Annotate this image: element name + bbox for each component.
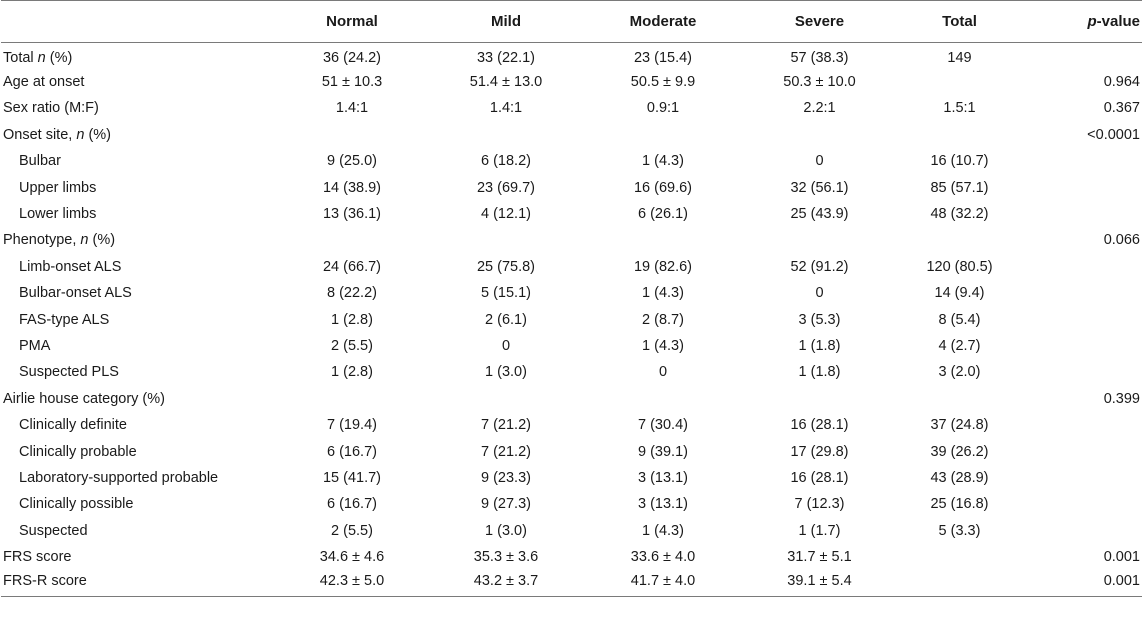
row-label-text: Laboratory-supported probable bbox=[19, 469, 219, 486]
cell-severe bbox=[749, 227, 890, 253]
cell-severe: 57 (38.3) bbox=[790, 49, 849, 66]
cell-severe: 1 (1.8) bbox=[798, 337, 841, 354]
row-label bbox=[1, 43, 269, 69]
cell-severe: 31.7 ± 5.1 bbox=[787, 549, 852, 566]
cell-severe: 16 (28.1) bbox=[790, 469, 849, 486]
row-label-text: Bulbar-onset ALS bbox=[19, 285, 132, 302]
cell-normal: 6 (16.7) bbox=[327, 443, 377, 460]
cell-mild: 7 (21.2) bbox=[481, 443, 531, 460]
cell-mild: 1 (3.0) bbox=[485, 364, 527, 381]
cell-mild: 51.4 ± 13.0 bbox=[469, 74, 543, 91]
row-label-text: Clinically definite bbox=[19, 417, 127, 434]
cell-moderate: 41.7 ± 4.0 bbox=[577, 570, 749, 596]
table-row bbox=[1, 359, 1142, 385]
cell-normal: 1 (2.8) bbox=[331, 364, 373, 381]
cell-total bbox=[890, 386, 1029, 412]
cell-normal bbox=[269, 386, 435, 412]
row-label-text: FAS-type ALS bbox=[19, 311, 110, 328]
cell-severe: 0 bbox=[815, 153, 824, 170]
cell-p-value bbox=[1029, 254, 1142, 280]
table-row bbox=[1, 544, 1142, 570]
row-label-text: Airlie house category (%) bbox=[3, 390, 165, 407]
row-label bbox=[1, 69, 269, 95]
cell-normal: 8 (22.2) bbox=[327, 285, 377, 302]
cell-severe: 52 (91.2) bbox=[790, 258, 849, 275]
cell-mild: 25 (75.8) bbox=[476, 258, 536, 275]
row-label-text: FRS-R score bbox=[3, 573, 87, 590]
cell-mild: 6 (18.2) bbox=[481, 153, 531, 170]
cell-moderate bbox=[577, 122, 749, 148]
row-label-text: PMA bbox=[19, 337, 51, 354]
cell-total: 16 (10.7) bbox=[930, 153, 989, 170]
cell-total: 4 (2.7) bbox=[938, 337, 981, 354]
row-label bbox=[1, 280, 269, 306]
cell-severe: 3 (5.3) bbox=[798, 311, 841, 328]
cell-severe bbox=[749, 386, 890, 412]
table-header bbox=[1, 1, 1142, 43]
header-moderate: Moderate bbox=[577, 1, 749, 43]
table-row bbox=[1, 69, 1142, 95]
header-severe: Severe bbox=[749, 1, 890, 43]
cell-p-value: <0.0001 bbox=[1087, 126, 1140, 143]
row-label bbox=[1, 254, 269, 280]
row-label bbox=[1, 570, 269, 596]
cell-p-value: 0.399 bbox=[1103, 390, 1140, 407]
cell-moderate: 23 (15.4) bbox=[633, 49, 693, 66]
cell-mild: 4 (12.1) bbox=[481, 206, 531, 223]
table-row bbox=[1, 465, 1142, 491]
table-row bbox=[1, 95, 1142, 121]
cell-normal: 1.4:1 bbox=[335, 100, 369, 117]
row-label bbox=[1, 518, 269, 544]
cell-normal: 13 (36.1) bbox=[322, 206, 382, 223]
cell-mild bbox=[435, 227, 577, 253]
cell-moderate: 16 (69.6) bbox=[633, 179, 693, 196]
cell-total bbox=[890, 227, 1029, 253]
cell-moderate: 3 (13.1) bbox=[638, 496, 688, 513]
cell-severe: 50.3 ± 10.0 bbox=[783, 74, 856, 91]
cell-severe: 1 (1.8) bbox=[798, 364, 841, 381]
cell-normal bbox=[269, 227, 435, 253]
cell-normal: 24 (66.7) bbox=[322, 258, 382, 275]
cell-moderate: 1 (4.3) bbox=[642, 337, 684, 354]
cell-p-value bbox=[1029, 201, 1142, 227]
row-label-text: Total bbox=[3, 49, 38, 66]
row-label-text: Suspected PLS bbox=[19, 364, 119, 381]
cell-moderate: 1 (4.3) bbox=[642, 285, 684, 302]
cell-mild: 9 (27.3) bbox=[481, 496, 531, 513]
cell-moderate: 7 (30.4) bbox=[638, 417, 688, 434]
cell-p-value: 0.001 bbox=[1029, 570, 1142, 596]
table-row bbox=[1, 254, 1142, 280]
row-label-text: Upper limbs bbox=[19, 179, 97, 196]
clinical-characteristics-table bbox=[1, 0, 1142, 597]
cell-moderate: 33.6 ± 4.0 bbox=[630, 549, 696, 566]
cell-total bbox=[890, 544, 1029, 570]
cell-p-value: 0.367 bbox=[1103, 100, 1140, 117]
cell-p-value bbox=[1029, 280, 1142, 306]
cell-moderate: 1 (4.3) bbox=[642, 522, 684, 539]
table-row bbox=[1, 491, 1142, 517]
row-label-suffix: (%) bbox=[45, 49, 73, 66]
header-p-value bbox=[1029, 1, 1142, 43]
cell-normal bbox=[269, 122, 435, 148]
row-label-suffix: (%) bbox=[84, 126, 112, 143]
cell-moderate: 9 (39.1) bbox=[638, 443, 688, 460]
row-label-text: Onset site, bbox=[3, 126, 77, 143]
cell-mild: 5 (15.1) bbox=[481, 285, 531, 302]
row-label-text: Bulbar bbox=[19, 153, 61, 170]
row-label bbox=[1, 438, 269, 464]
row-label bbox=[1, 306, 269, 332]
cell-normal: 36 (24.2) bbox=[322, 49, 382, 66]
cell-moderate: 1 (4.3) bbox=[642, 153, 684, 170]
row-label bbox=[1, 359, 269, 385]
cell-severe: 0 bbox=[815, 285, 824, 302]
cell-total: 8 (5.4) bbox=[938, 311, 981, 328]
row-label bbox=[1, 465, 269, 491]
cell-p-value: 0.001 bbox=[1103, 549, 1140, 566]
cell-mild: 1 (3.0) bbox=[485, 522, 527, 539]
cell-total: 25 (16.8) bbox=[930, 496, 989, 513]
table-row bbox=[1, 412, 1142, 438]
cell-p-value bbox=[1029, 491, 1142, 517]
cell-normal: 51 ± 10.3 bbox=[321, 74, 383, 91]
header-p-italic: p bbox=[1087, 13, 1097, 30]
row-label bbox=[1, 227, 269, 253]
header-normal: Normal bbox=[269, 1, 435, 43]
cell-mild: 7 (21.2) bbox=[481, 417, 531, 434]
cell-severe: 25 (43.9) bbox=[790, 206, 849, 223]
cell-moderate: 6 (26.1) bbox=[638, 206, 688, 223]
cell-p-value bbox=[1029, 359, 1142, 385]
cell-severe: 32 (56.1) bbox=[790, 179, 849, 196]
header-mild: Mild bbox=[435, 1, 577, 43]
cell-severe: 1 (1.7) bbox=[798, 522, 841, 539]
cell-p-value bbox=[1029, 518, 1142, 544]
cell-normal: 2 (5.5) bbox=[331, 522, 373, 539]
row-label-suffix: (%) bbox=[88, 232, 116, 249]
row-label-text: Clinically probable bbox=[19, 443, 137, 460]
cell-p-value: 0.066 bbox=[1103, 232, 1140, 249]
cell-p-value bbox=[1029, 333, 1142, 359]
cell-total: 39 (26.2) bbox=[930, 443, 989, 460]
cell-mild: 0 bbox=[501, 337, 511, 354]
cell-p-value: 0.964 bbox=[1103, 74, 1140, 91]
cell-p-value bbox=[1029, 465, 1142, 491]
row-label bbox=[1, 95, 269, 121]
table-row bbox=[1, 43, 1142, 69]
cell-severe: 39.1 ± 5.4 bbox=[749, 570, 890, 596]
cell-normal: 9 (25.0) bbox=[327, 153, 377, 170]
cell-total: 48 (32.2) bbox=[930, 206, 989, 223]
row-label bbox=[1, 201, 269, 227]
table-row bbox=[1, 122, 1142, 148]
cell-moderate bbox=[577, 386, 749, 412]
cell-total bbox=[890, 122, 1029, 148]
cell-normal: 6 (16.7) bbox=[327, 496, 377, 513]
cell-normal: 14 (38.9) bbox=[322, 179, 382, 196]
cell-normal: 1 (2.8) bbox=[331, 311, 373, 328]
cell-moderate: 0.9:1 bbox=[646, 100, 680, 117]
cell-total: 85 (57.1) bbox=[930, 179, 989, 196]
table-row bbox=[1, 174, 1142, 200]
row-label bbox=[1, 386, 269, 412]
cell-mild bbox=[435, 122, 577, 148]
row-label-italic: n bbox=[37, 49, 46, 66]
cell-p-value bbox=[1029, 412, 1142, 438]
cell-moderate: 19 (82.6) bbox=[633, 258, 693, 275]
table-row bbox=[1, 386, 1142, 412]
cell-severe: 17 (29.8) bbox=[790, 443, 849, 460]
cell-total bbox=[890, 69, 1029, 95]
cell-total: 43 (28.9) bbox=[930, 469, 989, 486]
row-label-text: Limb-onset ALS bbox=[19, 258, 122, 275]
table-row bbox=[1, 227, 1142, 253]
cell-mild: 35.3 ± 3.6 bbox=[473, 549, 539, 566]
row-label bbox=[1, 333, 269, 359]
header-total: Total bbox=[890, 1, 1029, 43]
row-label-text: Sex ratio (M:F) bbox=[3, 100, 99, 117]
table-row bbox=[1, 518, 1142, 544]
row-label bbox=[1, 174, 269, 200]
cell-p-value bbox=[1029, 438, 1142, 464]
cell-p-value bbox=[1029, 174, 1142, 200]
cell-total: 120 (80.5) bbox=[926, 258, 993, 275]
cell-moderate: 2 (8.7) bbox=[642, 311, 684, 328]
table-row bbox=[1, 306, 1142, 332]
row-label bbox=[1, 122, 269, 148]
cell-moderate: 3 (13.1) bbox=[638, 469, 688, 486]
row-label-text: FRS score bbox=[3, 549, 72, 566]
row-label-text: Clinically possible bbox=[19, 496, 134, 513]
row-label bbox=[1, 148, 269, 174]
cell-moderate bbox=[577, 227, 749, 253]
cell-moderate: 0 bbox=[658, 364, 668, 381]
cell-p-value bbox=[1029, 306, 1142, 332]
cell-severe: 16 (28.1) bbox=[790, 417, 849, 434]
cell-moderate: 50.5 ± 9.9 bbox=[630, 74, 696, 91]
cell-mild: 33 (22.1) bbox=[476, 49, 536, 66]
cell-total: 14 (9.4) bbox=[934, 285, 985, 302]
table-body bbox=[1, 43, 1142, 597]
cell-mild: 23 (69.7) bbox=[476, 179, 536, 196]
cell-total: 3 (2.0) bbox=[938, 364, 981, 381]
cell-normal: 15 (41.7) bbox=[322, 469, 382, 486]
cell-p-value bbox=[1029, 43, 1142, 69]
table-row bbox=[1, 201, 1142, 227]
row-label-italic: n bbox=[80, 232, 89, 249]
cell-mild: 43.2 ± 3.7 bbox=[435, 570, 577, 596]
row-label-text: Suspected bbox=[19, 522, 88, 539]
row-label-italic: n bbox=[76, 126, 85, 143]
cell-normal: 7 (19.4) bbox=[327, 417, 377, 434]
cell-mild: 1.4:1 bbox=[489, 100, 523, 117]
cell-normal: 2 (5.5) bbox=[331, 337, 373, 354]
cell-mild: 2 (6.1) bbox=[485, 311, 527, 328]
cell-severe bbox=[749, 122, 890, 148]
row-label bbox=[1, 412, 269, 438]
cell-p-value bbox=[1029, 148, 1142, 174]
row-label bbox=[1, 544, 269, 570]
cell-severe: 2.2:1 bbox=[803, 100, 836, 117]
header-row bbox=[1, 1, 1142, 43]
table-row bbox=[1, 438, 1142, 464]
cell-normal: 34.6 ± 4.6 bbox=[319, 549, 385, 566]
cell-mild bbox=[435, 386, 577, 412]
table-row bbox=[1, 148, 1142, 174]
cell-total: 37 (24.8) bbox=[930, 417, 989, 434]
table-row bbox=[1, 570, 1142, 596]
row-label-text: Age at onset bbox=[3, 74, 85, 91]
cell-severe: 7 (12.3) bbox=[794, 496, 845, 513]
header-label bbox=[1, 1, 269, 43]
row-label-text: Phenotype, bbox=[3, 232, 81, 249]
cell-mild: 9 (23.3) bbox=[481, 469, 531, 486]
cell-total: 149 bbox=[947, 49, 972, 66]
row-label bbox=[1, 491, 269, 517]
cell-normal: 42.3 ± 5.0 bbox=[269, 570, 435, 596]
cell-total: 5 (3.3) bbox=[938, 522, 981, 539]
table-row bbox=[1, 333, 1142, 359]
header-p-rest: -value bbox=[1096, 13, 1140, 30]
cell-total: 1.5:1 bbox=[943, 100, 976, 117]
table-row bbox=[1, 280, 1142, 306]
row-label-text: Lower limbs bbox=[19, 206, 97, 223]
cell-total bbox=[890, 570, 1029, 596]
